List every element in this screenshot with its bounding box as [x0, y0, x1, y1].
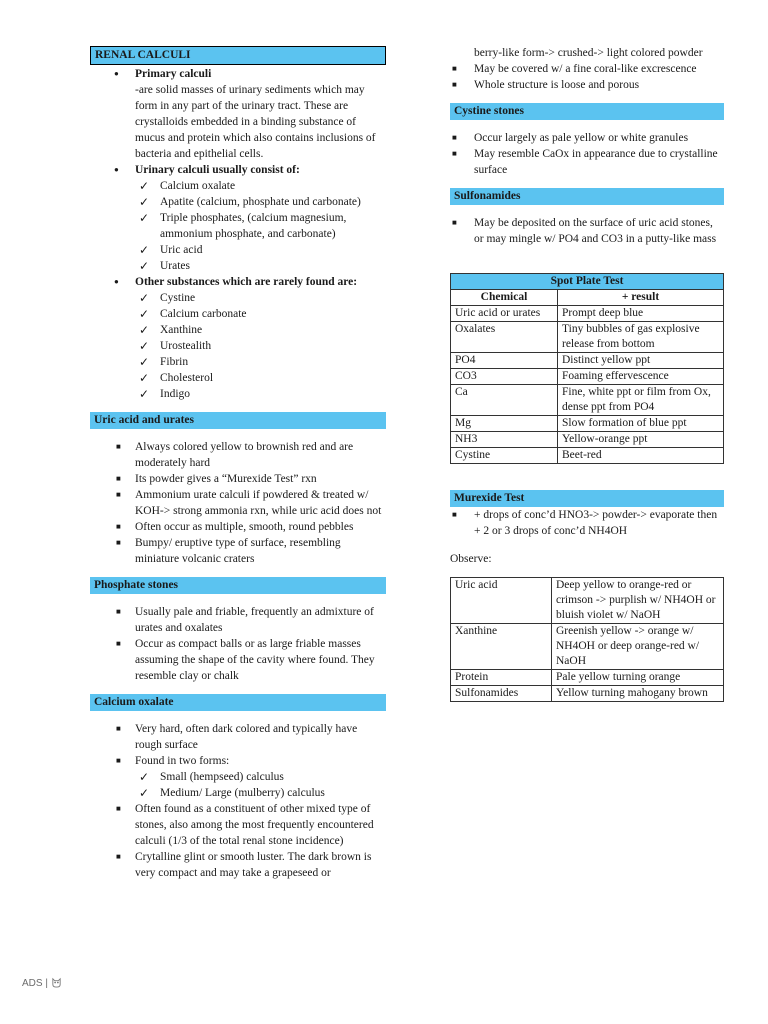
- phosphate-header: Phosphate stones: [90, 577, 386, 594]
- check-item: ✓ Triple phosphates, (calcium magnesium, ammonium phosphate, and carbonate): [135, 210, 386, 242]
- table-row: [451, 624, 724, 670]
- table-cell: Ca: [451, 385, 558, 416]
- check-item: ✓ Urates: [135, 258, 386, 274]
- check-item: ✓ Small (hempseed) calculus: [135, 769, 386, 785]
- check-item: ✓ Apatite (calcium, phosphate und carbonate): [135, 194, 386, 210]
- left-column: [90, 0, 386, 881]
- table-row: [451, 322, 724, 353]
- rare-label: Other substances which are rarely found are:: [135, 276, 358, 288]
- primary-list: [90, 66, 386, 402]
- list-item: ■ Occur largely as pale yellow or white granules: [450, 130, 724, 146]
- list-item: ■ Whole structure is loose and porous: [450, 77, 724, 93]
- renal-calculi-header: RENAL CALCULI: [90, 46, 386, 65]
- list-item: [90, 162, 386, 274]
- list-item: ■ Its powder gives a “Murexide Test” rxn: [90, 471, 386, 487]
- table-row: [451, 306, 724, 322]
- table-cell: Fine, white ppt or film from Ox, dense ppt from PO4: [558, 385, 724, 416]
- table-row: [451, 432, 724, 448]
- table-cell: Greenish yellow -> orange w/ NH4OH or deep orange-red w/ NaOH: [552, 624, 724, 670]
- rare-list: [135, 290, 386, 402]
- table-cell: Yellow-orange ppt: [558, 432, 724, 448]
- table-row: [451, 670, 724, 686]
- table-row: [451, 369, 724, 385]
- consist-list: [135, 178, 386, 274]
- table-cell: Sulfonamides: [451, 686, 552, 702]
- check-item: ✓ Medium/ Large (mulberry) calculus: [135, 785, 386, 801]
- table-row: [451, 416, 724, 432]
- table-cell: Xanthine: [451, 624, 552, 670]
- spot-plate-table: [450, 273, 724, 464]
- table-row: [451, 448, 724, 464]
- list-item: ■ May be deposited on the surface of uric acid stones, or may mingle w/ PO4 and CO3 in a putty-like mass: [450, 215, 724, 247]
- check-item: ✓ Calcium carbonate: [135, 306, 386, 322]
- list-item: ■ Ammonium urate calculi if powdered & treated w/ KOH-> strong ammonia rxn, while uric acid does not: [90, 487, 386, 519]
- sulfa-list: [450, 215, 724, 247]
- table-cell: Pale yellow turning orange: [552, 670, 724, 686]
- table-row: [451, 686, 724, 702]
- column-header: Chemical: [451, 290, 558, 306]
- uric-acid-header: Uric acid and urates: [90, 412, 386, 429]
- phosphate-list: [90, 604, 386, 684]
- column-header: + result: [558, 290, 724, 306]
- table-cell: Cystine: [451, 448, 558, 464]
- cystine-header: Cystine stones: [450, 103, 724, 120]
- table-cell: Beet-red: [558, 448, 724, 464]
- table-cell: Prompt deep blue: [558, 306, 724, 322]
- list-item: ■ Bumpy/ eruptive type of surface, resembling miniature volcanic craters: [90, 535, 386, 567]
- continued-list: [450, 61, 724, 93]
- forms-list: [135, 769, 386, 801]
- table-cell: Deep yellow to orange-red or crimson -> purplish w/ NH4OH or bluish violet w/ NaOH: [552, 578, 724, 624]
- list-item: ■ Very hard, often dark colored and typically have rough surface: [90, 721, 386, 753]
- table-row: [451, 578, 724, 624]
- spot-plate-title: Spot Plate Test: [451, 274, 724, 290]
- list-item: [90, 66, 386, 162]
- table-row: [451, 385, 724, 416]
- check-item: ✓ Calcium oxalate: [135, 178, 386, 194]
- table-cell: Foaming effervescence: [558, 369, 724, 385]
- list-item: ■ Always colored yellow to brownish red and are moderately hard: [90, 439, 386, 471]
- observe-table: [450, 577, 724, 702]
- list-item: [90, 753, 386, 801]
- primary-label: Primary calculi: [135, 68, 212, 80]
- list-item: ■ Crytalline glint or smooth luster. The dark brown is very compact and may take a grapeseed or: [90, 849, 386, 881]
- table-cell: NH3: [451, 432, 558, 448]
- cystine-list: [450, 130, 724, 178]
- table-cell: Yellow turning mahogany brown: [552, 686, 724, 702]
- table-cell: Uric acid or urates: [451, 306, 558, 322]
- list-item: ■ Often occur as multiple, smooth, round pebbles: [90, 519, 386, 535]
- check-item: ✓ Xanthine: [135, 322, 386, 338]
- table-cell: Mg: [451, 416, 558, 432]
- sulfonamides-header: Sulfonamides: [450, 188, 724, 205]
- list-item: ■ Often found as a constituent of other mixed type of stones, also among the most frequently encountered calculi (1/3 of the total renal stone incidence): [90, 801, 386, 849]
- check-item: ✓ Urostealith: [135, 338, 386, 354]
- list-item: [90, 274, 386, 402]
- page-footer: [22, 977, 62, 991]
- list-item: ■ May be covered w/ a fine coral-like excrescence: [450, 61, 724, 77]
- list-item: ■ Usually pale and friable, frequently an admixture of urates and oxalates: [90, 604, 386, 636]
- table-cell: Tiny bubbles of gas explosive release from bottom: [558, 322, 724, 353]
- table-cell: Oxalates: [451, 322, 558, 353]
- list-item: ■ May resemble CaOx in appearance due to crystalline surface: [450, 146, 724, 178]
- owl-icon: [51, 977, 62, 991]
- check-item: ✓ Cholesterol: [135, 370, 386, 386]
- continued-text: berry-like form-> crushed-> light colored powder: [474, 47, 703, 59]
- check-item: ✓ Uric acid: [135, 242, 386, 258]
- check-item: ✓ Fibrin: [135, 354, 386, 370]
- list-item: ■ + drops of conc’d HNO3-> powder-> evaporate then + 2 or 3 drops of conc’d NH4OH: [450, 507, 724, 539]
- footer-separator: |: [45, 978, 48, 989]
- consist-label: Urinary calculi usually consist of:: [135, 164, 300, 176]
- observe-label: Observe:: [450, 553, 492, 565]
- calcium-oxalate-header: Calcium oxalate: [90, 694, 386, 711]
- list-item: ■ Occur as compact balls or as large friable masses assuming the shape of the cavity where found. They resemble clay or chalk: [90, 636, 386, 684]
- table-cell: Distinct yellow ppt: [558, 353, 724, 369]
- murexide-header: Murexide Test: [450, 490, 724, 507]
- table-cell: PO4: [451, 353, 558, 369]
- uric-list: [90, 439, 386, 567]
- table-row: [451, 353, 724, 369]
- murexide-list: [450, 507, 724, 539]
- right-column: [450, 0, 724, 702]
- table-cell: Uric acid: [451, 578, 552, 624]
- oxalate-list: [90, 721, 386, 881]
- table-cell: Slow formation of blue ppt: [558, 416, 724, 432]
- footer-initials: ADS: [22, 978, 43, 989]
- check-item: ✓ Indigo: [135, 386, 386, 402]
- primary-text: -are solid masses of urinary sediments which may form in any part of the urinary tract. These are crystalloids embedded in a binding substance of mucus and protein which also contains inclusions of bacteria and epithelial cells.: [135, 84, 376, 160]
- table-cell: Protein: [451, 670, 552, 686]
- table-cell: CO3: [451, 369, 558, 385]
- forms-label: Found in two forms:: [135, 755, 230, 767]
- check-item: ✓ Cystine: [135, 290, 386, 306]
